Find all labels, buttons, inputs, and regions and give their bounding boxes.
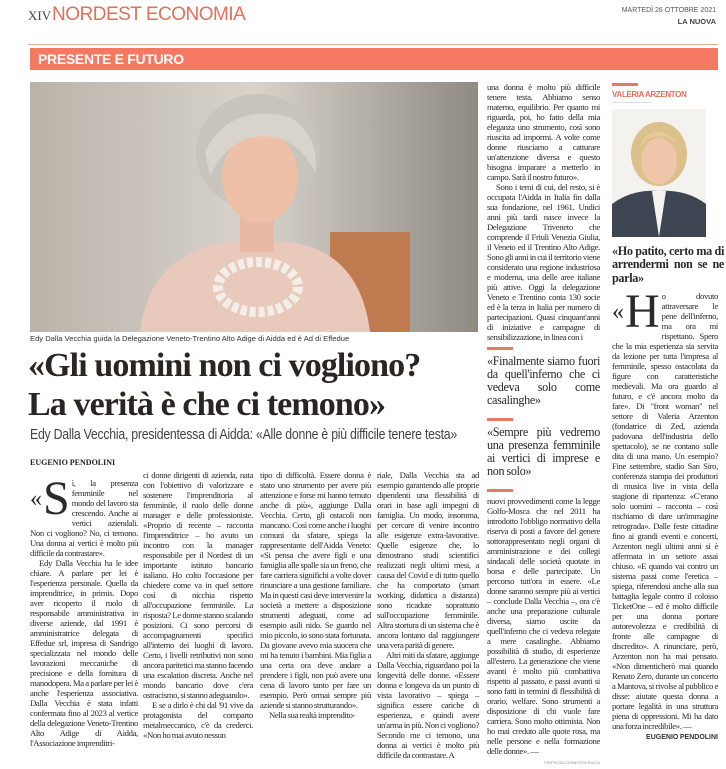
paragraph-text: o dovuto attraversare le pene dell'inferno, ma ora mi rispettano. Spero che la mia esperienza sia servita da lezione per tutta l'impresa al femminile, spesso ostacolata da figure con caratteristiche medievali. Ma ora guardo al futuro, e c'è ancora molto da fare». Di "front woman" nel settore di Valeria Arzenton (fondatrice di Zed, azienda padovana dell'industria dello spettacolo), se ne contano sulle dita di una mano. Un esempio? Fine settembre, stadio San Siro, conferenza stampa dei produttori di musica live in vista della stagione di ripartenza: «C'erano solo uomini – racconta – così rischiamo di dare un'immagine retrograda». Dalle feste cittadine fino ai grandi eventi e concerti, Arzenton negli ultimi anni si è affermata in un settore assai chiuso. «E quando vai contro un sistema passi come l'eretica – spiega, riferendosi anche alla sua battaglia legale contro il colosso TicketOne – ed è molto difficile per una donna portare autorevolezza e credibilità di fronte alle campagne di discredito». A rinunciare, però, Arzenton non ha mai pensato. «Non dimenticherò mai quando Renato Zero, durante un concerto a Mantova, si rivolse al pubblico e disse: aiutate questa donna a portare legalità in una struttura piena di oppressioni. Mi ha dato una forza incredibile». — xyxy=(612,291,718,732)
pull-quote-2: «Sempre più vedremo una presenza femminile ai vertici di imprese e non solo» xyxy=(487,425,600,478)
paragraph-text: ì, la presenza femminile nel mondo del lavoro sta crescendo. Anche ai vertici aziendali. Non ci vogliono? No, ci temono. Una donna ai vertici è molto più difficile da contrastare». xyxy=(30,478,138,558)
sidebar xyxy=(612,83,724,743)
article-column-3 xyxy=(260,470,371,720)
page-number: XIV xyxy=(28,8,52,23)
paragraph: tipo di difficoltà. Essere donna è stato uno strumento per avere più attenzione e forse mi hanno temuto anche di più», aggiunge Dalla Vecchia. Certo, gli ostacoli non mancano. Così come anche i luoghi comuni da sfatare, spiega la rappresentante dell'Aidda Veneto: «Si pensa che avere figli e una famiglia alle spalle sia un freno, che fare carriera significhi a volte dover rinunciare a una gestione familiare. Ma in questi casi deve intervenire la società a mettere a disposizione strumenti adeguati, come ad esempio asili nido. Se guardo nel mio piccolo, io sono stata fortunata. Da giovane avevo mia suocera che mi ha tenuto i bambini. Mia figlia a una certa ora deve andare a prendere i figli, non può avere una cena di lavoro tanto per fare un esempio. Però ormai sempre più aziende si stanno strutturando». xyxy=(260,470,371,710)
article-column-5 xyxy=(487,82,600,768)
sidebar-signature: EUGENIO PENDOLINI xyxy=(646,734,718,742)
paragraph: nuovi provvedimenti come la legge Golfo-Mosca che nel 2011 ha introdotto l'obbligo normativo della riserva di posti a favore del genere sottorappresentato negli organi di amministrazione e dei collegi sindacali delle società quotate in borsa e delle partecipate. Un percorso tutt'ora in essere. «Le donne saranno sempre più ai vertici – conclude Dalla Vecchia –, ora c'è anche una preparazione culturale diversa, siamo uscite da quell'inferno che ci vedeva relegate a mere casalinghe. Abbiamo possibilità di studio, di esperienze all'estero. La generazione che viene avanti è molto più combattiva rispetto al passato, e passi avanti si sono fatti in termini di flessibilità di orario, welfare. Sono strumenti a disposizione di chi vuole fare carriera. Sono molto ottimista. Non ho mai creduto alle quote rosa, ma nelle persone e nella formazione delle donne». — xyxy=(487,496,600,756)
paragraph: E se a dirlo è chi dal '91 vive da protagonista del comparto metalmeccanico, c'è da crederci. «Non ho mai avuto nessun xyxy=(143,700,253,740)
byline: EUGENIO PENDOLINI xyxy=(30,458,116,467)
copyright-credit: ©RIPRODUZIONE RISERVATA xyxy=(543,760,600,765)
drop-cap xyxy=(612,285,660,339)
newspaper-name: LA NUOVA xyxy=(677,17,716,26)
section-title: NORDEST ECONOMIA xyxy=(52,4,246,25)
paragraph: Nella sua realtà imprendito- xyxy=(269,710,356,720)
header-divider xyxy=(28,44,718,45)
sidebar-column xyxy=(612,285,718,732)
main-photo xyxy=(30,82,478,332)
sidebar-name: VALERIA ARZENTON xyxy=(612,90,687,99)
drop-letter: S xyxy=(43,472,70,525)
drop-letter: H xyxy=(625,285,660,339)
pull-quote-rule xyxy=(487,489,513,492)
paragraph: Sono i temi di cui, del resto, si è occupata l'Aidda in Italia fin dalla sua fondazione, nel 1961. Undici anni più tardi nasce invece la Delegazione Triveneto che comprende il Friuli Venezia Giulia, il Veneto ed il Trentino Alto Adige. Sono gli anni in cui il territorio viene considerato una regione industriosa e moderna, una delle aree italiane più attive. Oggi la delegazione Veneto e Trentino conta 130 socie ed è la terza in Italia per numero di partecipazioni. Quasi cinquant'anni di iniziative e campagne di sensibilizzazione, in linea con i xyxy=(487,182,600,342)
photo-caption: Edy Dalla Vecchia guida la Delegazione Veneto-Trentino Alto Adige di Aidda ed è Ad di Effedue xyxy=(30,334,350,343)
pull-quote-rule xyxy=(487,347,513,350)
paragraph xyxy=(30,472,138,558)
article-column-5-top xyxy=(487,82,600,342)
drop-cap xyxy=(30,472,70,525)
headline-line-1: «Gli uomini non ci vogliono? xyxy=(28,347,421,384)
headline-line-2: La verità è che ci temono» xyxy=(28,386,386,423)
sidebar-quote: «Ho patito, certo ma di arrendermi non se ne parla» xyxy=(612,244,724,285)
subtitle: Edy Dalla Vecchia, presidentessa di Aidda: «Alle donne è più difficile tenere testa» xyxy=(30,426,457,443)
article-column-4 xyxy=(377,470,479,760)
sidebar-divider xyxy=(612,102,652,103)
paragraph xyxy=(612,285,718,732)
drop-quote-mark: « xyxy=(612,299,624,326)
section-band: PRESENTE E FUTURO xyxy=(30,48,718,70)
article-column-1 xyxy=(30,472,138,748)
paragraph: riale, Dalla Vecchia sta ad esempio garantendo alle proprie dipendenti una flessibilità di orari in base agli impegni di famiglia. Un modo, insomma, per cercare di venire incontro alle esigenze extra-lavorative. Quelle esigenze che, lo dimostrano studi scientifici realizzati negli ultimi mesi, a causa del Covid e di tutto quello che ha comportato (smart working, didattica a distanza) sono ricadute soprattutto sull'occupazione femminile. Altra stortura di un sistema che è ancora lontano dal raggiungere una vera parità di genere. xyxy=(377,470,479,650)
paragraph: una donna è molto più difficile tenere testa. Abbiamo senso materno, equilibrio. Per quanto mi riguarda, poi, ho fatto della mia eleganza uno strumento, così sono riuscita ad impormi. A volte come donne riusciamo a catturare un'attenzione diversa e questo bisogna imparare a metterlo in campo. Sarà il nostro futuro». xyxy=(487,82,600,182)
headline xyxy=(28,346,488,424)
paragraph: ci donne dirigenti di azienda, nata con l'obiettivo di valorizzare e sostenere l'imprenditoria al femminile, il ruolo delle donne manager e delle professioniste. «Proprio di recente – racconta l'imprenditrice – ho avuto un incontro con la manager responsabile per il Nordest di un importante istituto bancario italiano. Ho colto l'occasione per chiedere come va in quel settore così di nicchia rispetto all'occupazione femminile. La risposta? Le donne stanno scalando posizioni. Ci sono percorsi di accompagnamenti specifici all'interno dei luoghi di lavoro. Certo, i livelli retributivi non sono ancora paritetici ma stanno facendo una escalation discreta. Anche nel mondo bancario dove c'era ostracismo, si stanno adeguando». xyxy=(143,470,253,700)
pull-quote-1: «Finalmente siamo fuori da quell'inferno che ci vedeva solo come casalinghe» xyxy=(487,354,600,407)
sidebar-portrait xyxy=(612,109,706,237)
paragraph: Edy Dalla Vecchia ha le idee chiare. A parlare per lei è l'esperienza personale. Quella da imprenditrice, in primis. Dopo aver ricoperto il ruolo di responsabile amministrativa in diverse aziende, dal 1991 è amministratrice delegata di Effedue srl, impresa di Sandrigo specializzata nel mondo delle lavorazioni meccaniche di precisione e della fornitura di manodopera. Ma a parlare per lei è anche l'esperienza associativa. Dalla Vecchia è stata infatti confermata fino al 2023 al vertice della delegazione Veneto-Trentino Alto Adige di Aidda, l'Associazione imprenditri- xyxy=(30,558,138,748)
article-column-2 xyxy=(143,470,253,740)
pull-quote-rule xyxy=(487,418,513,421)
drop-quote-mark: « xyxy=(30,486,42,512)
sidebar-rule xyxy=(612,83,638,86)
issue-date: MARTEDÌ 26 OTTOBRE 2021 xyxy=(621,7,716,14)
paragraph: Altri miti da sfatare, aggiunge Dalla Vecchia, riguardano poi la longevità delle donne. «Essere donna e longeva da un punto di vista lavorativo – spiega – significa essere cariche di esperienza, e quindi avere un'arma in più. Non ci vogliono? Secondo me ci temono, una donna ai vertici è molto più difficile da contrastare. A xyxy=(377,650,479,760)
article-column-5-bottom xyxy=(487,496,600,756)
